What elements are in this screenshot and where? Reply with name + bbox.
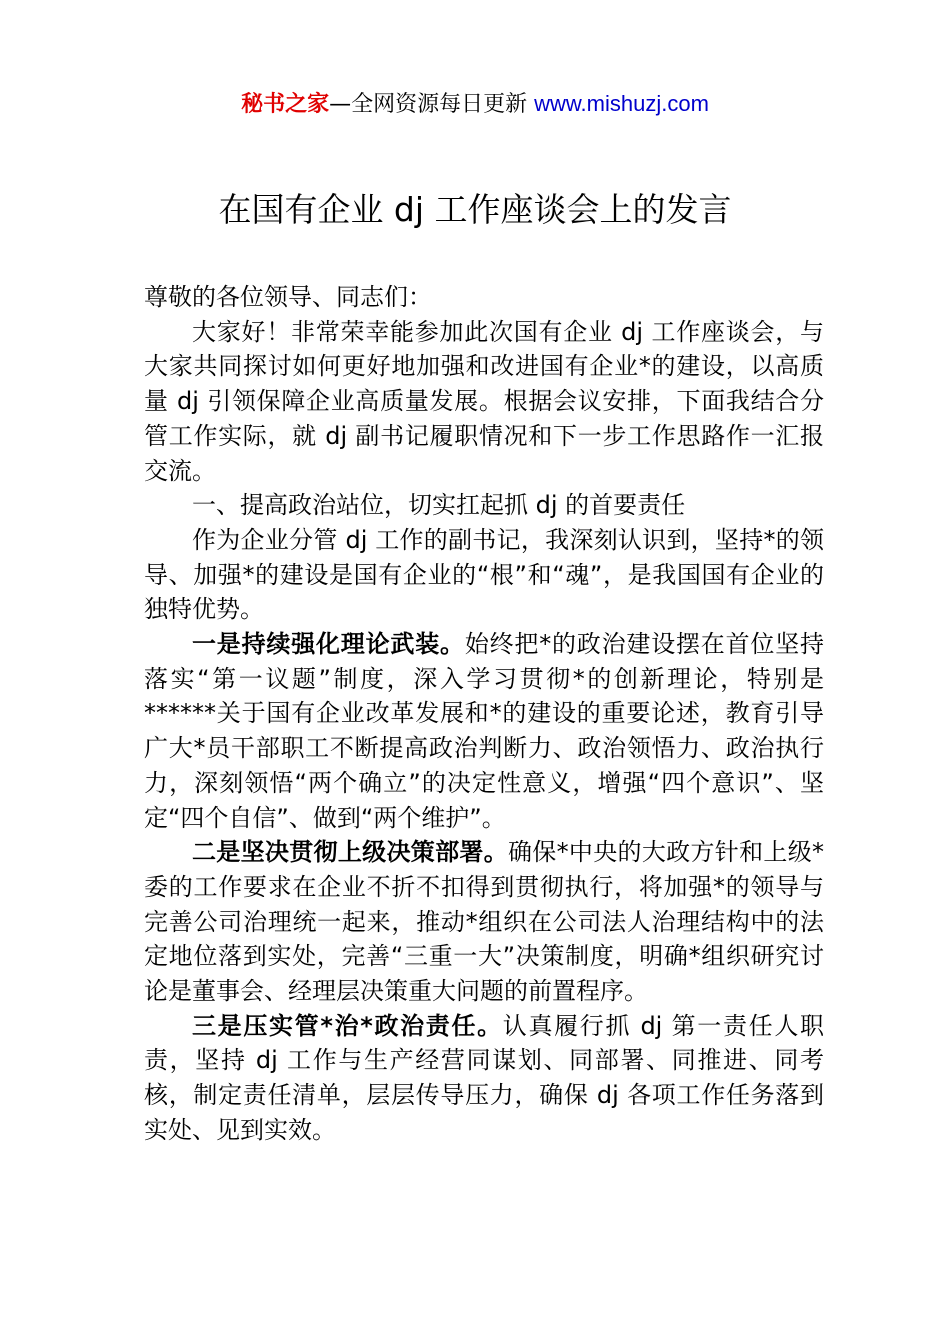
- point-text-1: 始终把*的政治建设摆在首位坚持落实“第一议题”制度，深入学习贯彻*的创新理论，特别是******关于国有企业改革发展和*的建设的重要论述，教育引导广大*员干部职工不断提高政治判断力、政治领悟力、政治执行力，深刻领悟“两个确立”的决定性意义，增强“四个意识”、坚定“四个自信”、做到“两个维护”。: [144, 630, 825, 832]
- document-body: [144, 280, 824, 1148]
- section-heading: 一、提高政治站位，切实扛起抓 dj 的首要责任: [192, 491, 686, 520]
- point-lead-1: 一是持续强化理论武装。: [192, 630, 465, 659]
- point-paragraph-2: [144, 835, 824, 1009]
- section-paragraph: 作为企业分管 dj 工作的副书记，我深刻认识到，坚持*的领导、加强*的建设是国有企业的“根”和“魂”，是我国国有企业的独特优势。: [144, 525, 824, 624]
- point-paragraph-3: [144, 1009, 824, 1148]
- point-text-3: 认真履行抓 dj 第一责任人职责，坚持 dj 工作与生产经营同谋划、同部署、同推进、同考核，制定责任清单，层层传导压力，确保 dj 各项工作任务落到实处、见到实效。: [144, 1011, 824, 1144]
- point-lead-3: 三是压实管*治*政治责任。: [192, 1011, 503, 1040]
- point-text-2: 确保*中央的大政方针和上级*委的工作要求在企业不折不扣得到贯彻执行，将加强*的领导与完善公司治理统一起来，推动*组织在公司法人治理结构中的法定地位落到实处，完善“三重一大”决策制度，明确*组织研究讨论是董事会、经理层决策重大问题的前置程序。: [144, 838, 824, 1006]
- site-tagline: —全网资源每日更新: [329, 92, 535, 117]
- site-header: [0, 88, 950, 121]
- point-lead-2: 二是坚决贯彻上级决策部署。: [192, 838, 508, 867]
- site-brand: 秘书之家: [241, 92, 330, 117]
- site-url-link[interactable]: www.mishuzj.com: [534, 91, 709, 116]
- salutation: 尊敬的各位领导、同志们：: [144, 283, 432, 311]
- intro-paragraph: 大家好！非常荣幸能参加此次国有企业 dj 工作座谈会，与大家共同探讨如何更好地加强和改进国有企业*的建设，以高质量 dj 引领保障企业高质量发展。根据会议安排，下面我结合分管工作实际，就 dj 副书记履职情况和下一步工作思路作一汇报交流。: [144, 317, 824, 485]
- point-paragraph-1: [144, 627, 824, 835]
- document-title: 在国有企业 dj 工作座谈会上的发言: [218, 190, 732, 229]
